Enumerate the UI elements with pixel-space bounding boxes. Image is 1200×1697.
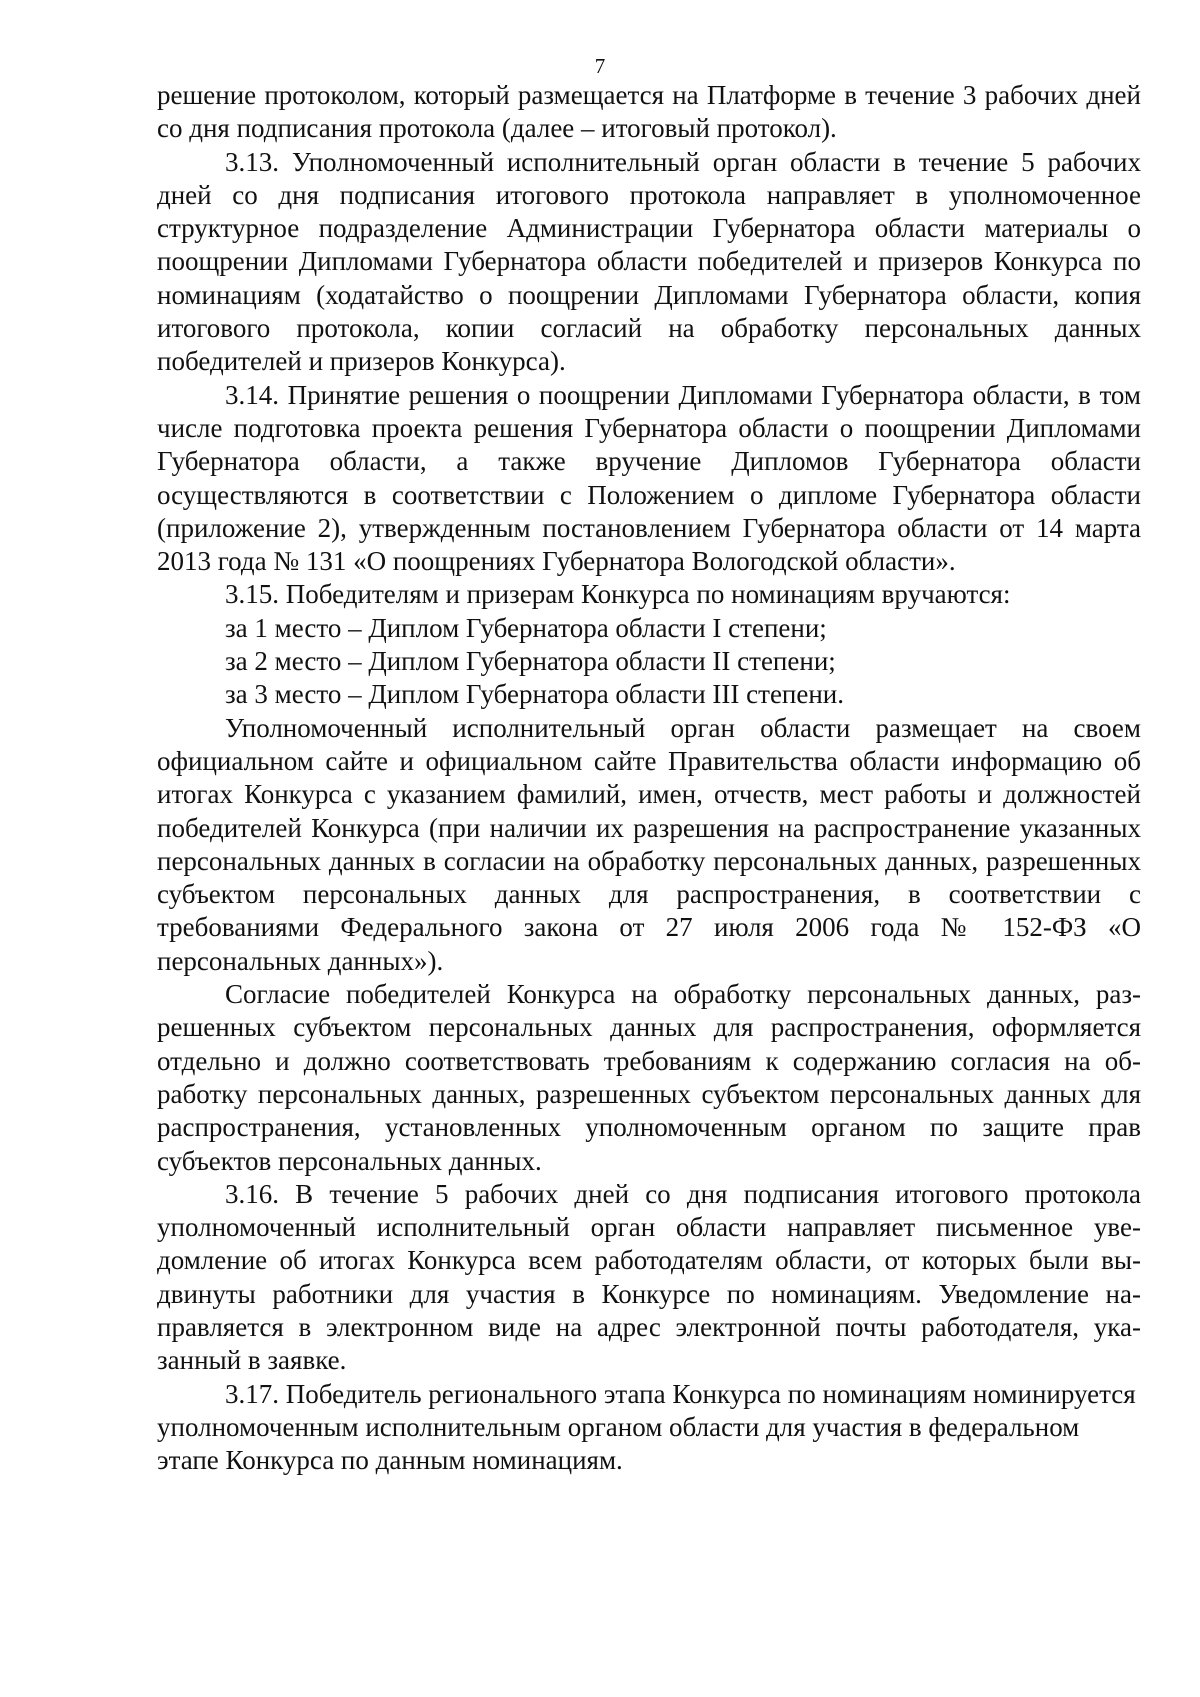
paragraph-3-17: 3.17. Победитель регионального этапа Конкурса по номинациям номинируется уполномоченным исполнительным органом области для участия в федеральном этапе Конкурса по данным номинациям. — [157, 1378, 1136, 1476]
paragraph-consent: Согласие победителей Конкурса на обработку персональных данных, разрешенных субъектом персональных данных для распространения, оформляется отдельно и должно соответствовать требованиям к содержанию согласия на обработку персональных данных, разрешенных субъектом персональных данных для распространения, установленных уполномоченным органом по защите прав субъектов персональных данных. — [157, 979, 1141, 1176]
document-body — [157, 79, 1141, 1477]
paragraph-3-14: 3.14. Принятие решения о поощрении Дипломами Губернатора области, в том числе подготовка проекта решения Губернатора области о поощрении Дипломами Губернатора области, а также вручение Дипломов Губернатора области осуществляются в соответствии с Положением о дипломе Губернатора области (приложение 2), утвержденным постановлением Губернатора области от 14 марта 2013 года № 131 «О поощрениях Губернатора Вологодской области». — [157, 379, 1141, 577]
paragraph-3-15: 3.15. Победителям и призерам Конкурса по номинациям вручаются: — [225, 579, 1011, 610]
paragraph-3-16: 3.16. В течение 5 рабочих дней со дня подписания итогового протокола уполномоченный исполнительный орган области направляет письменное уведомление об итогах Конкурса всем работодателям области, от которых были выдвинуты работники для участия в Конкурсе по номинациям. Уведомление направляется в электронном виде на адрес электронной почты работодателя, указанный в заявке. — [157, 1178, 1141, 1376]
paragraph-publication: Уполномоченный исполнительный орган области размещает на своем официальном сайте и официальном сайте Правительства области информацию об итогах Конкурса с указанием фамилий, имен, отчеств, мест работы и должностей победителей Конкурса (при наличии их разрешения на распространение указанных персональных данных в согласии на обработку персональных данных, разрешенных субъектом персональных данных для распространения, в соответствии с требованиями Федерального закона от 27 июля 2006 года № 152-ФЗ «О персональных данных»). — [157, 712, 1141, 976]
award-second-place: за 2 место – Диплом Губернатора области II степени; — [225, 646, 836, 677]
paragraph-3-13: 3.13. Уполномоченный исполнительный орган области в течение 5 рабочих дней со дня подписания итогового протокола направляет в уполномоченное структурное подразделение Администрации Губернатора области материалы о поощрении Дипломами Губернатора области победителей и призеров Конкурса по номинациям (ходатайство о поощрении Дипломами Губернатора области, копия итогового протокола, копии согласий на обработку персональных данных победителей и призеров Конкурса). — [157, 146, 1141, 377]
page-number: 7 — [594, 54, 606, 78]
award-first-place: за 1 место – Диплом Губернатора области I степени; — [225, 612, 827, 643]
paragraph-continuation: решение протоколом, который размещается на Платформе в течение 3 рабочих дней со дня подписания протокола (далее – итоговый протокол). — [157, 80, 1141, 144]
award-third-place: за 3 место – Диплом Губернатора области III степени. — [225, 679, 845, 710]
